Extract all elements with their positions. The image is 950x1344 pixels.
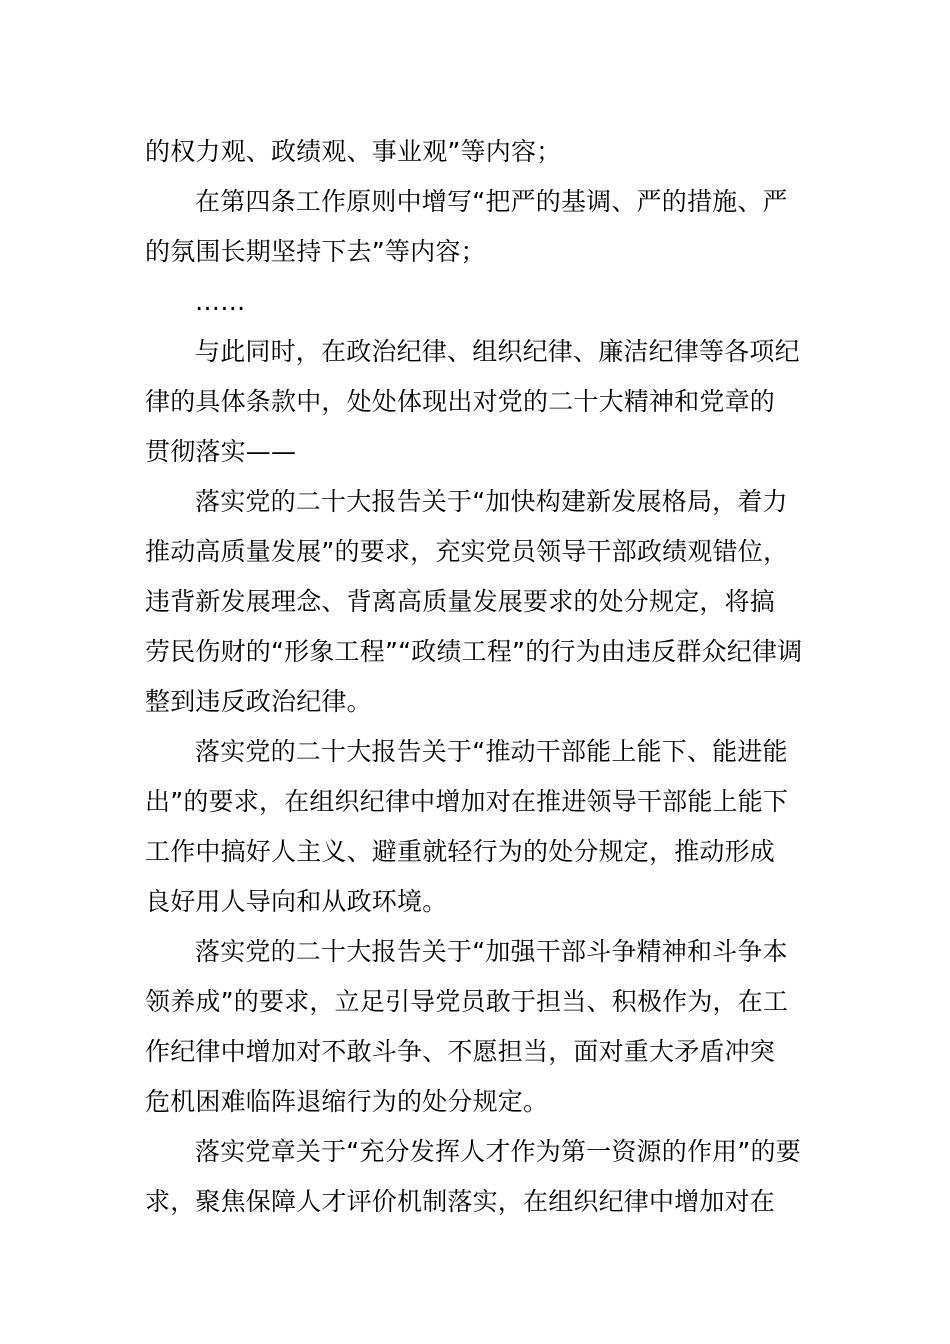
text-line: 作纪律中增加对不敢斗争、不愿担当，面对重大矛盾冲突 (145, 1037, 776, 1066)
text-line: 整到违反政治纪律。 (145, 687, 372, 716)
text-line: 求，聚焦保障人才评价机制落实，在组织纪律中增加对在 (145, 1187, 776, 1216)
text-line: 落实党章关于“充分发挥人才作为第一资源的作用”的要 (195, 1137, 801, 1166)
text-line: …… (195, 287, 246, 316)
text-line: 落实党的二十大报告关于“推动干部能上能下、能进能 (195, 737, 788, 766)
text-line: 律的具体条款中，处处体现出对党的二十大精神和党章的 (145, 387, 776, 416)
text-line: 领养成”的要求，立足引导党员敢于担当、积极作为，在工 (145, 987, 789, 1016)
text-line: 违背新发展理念、背离高质量发展要求的处分规定，将搞 (145, 587, 776, 616)
text-line: 落实党的二十大报告关于“加快构建新发展格局，着力 (195, 487, 788, 516)
text-line: 良好用人导向和从政环境。 (145, 887, 448, 916)
text-line: 危机困难临阵退缩行为的处分规定。 (145, 1087, 549, 1116)
text-line: 落实党的二十大报告关于“加强干部斗争精神和斗争本 (195, 937, 788, 966)
document-body (145, 127, 810, 1227)
text-line: 劳民伤财的“形象工程”“政绩工程”的行为由违反群众纪律调 (145, 637, 803, 666)
text-line: 的权力观、政绩观、事业观”等内容； (145, 137, 562, 166)
text-line: 在第四条工作原则中增写“把严的基调、严的措施、严 (195, 187, 788, 216)
text-line: 出”的要求，在组织纪律中增加对在推进领导干部能上能下 (145, 787, 789, 816)
text-line: 贯彻落实—— (145, 437, 297, 466)
text-line: 推动高质量发展”的要求，充实党员领导干部政绩观错位， (145, 537, 789, 566)
text-line: 的氛围长期坚持下去”等内容； (145, 237, 486, 266)
text-line: 与此同时，在政治纪律、组织纪律、廉洁纪律等各项纪 (195, 337, 800, 366)
text-line: 工作中搞好人主义、避重就轻行为的处分规定，推动形成 (145, 837, 776, 866)
